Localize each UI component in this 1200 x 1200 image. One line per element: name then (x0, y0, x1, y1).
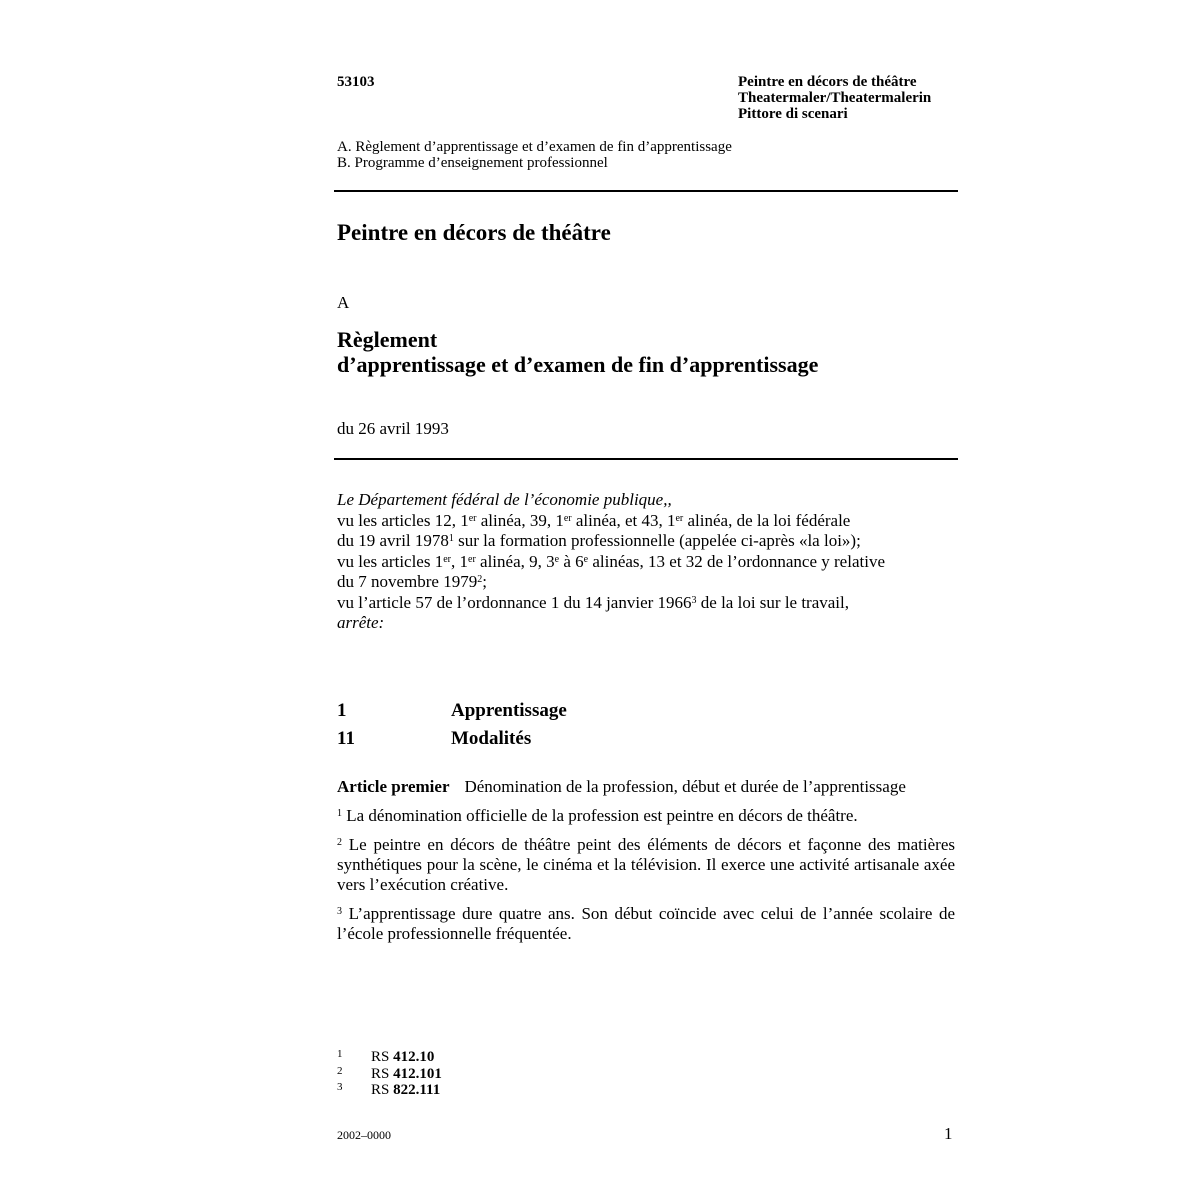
preamble (337, 490, 957, 634)
footnote: 2 RS 412.101 (337, 1065, 442, 1082)
authority: Le Département fédéral de l’économie publique,, (337, 490, 672, 509)
footnote-ref: 3 (691, 594, 697, 606)
preamble-line: vu les articles 1er, 1er alinéa, 9, 3e à 6e alinéas, 13 et 32 de l’ordonnance y relative (337, 551, 885, 571)
page-title: Peintre en décors de théâtre (337, 220, 611, 245)
footnote-ref: 1 (448, 533, 454, 544)
preamble-line: vu les articles 12, 1er alinéa, 39, 1er alinéa, et 43, 1er alinéa, de la loi fédérale (337, 510, 851, 530)
title-it: Pittore di scenari (738, 106, 848, 122)
article-heading (337, 777, 906, 797)
footnote: 3 RS 822.111 (337, 1081, 441, 1098)
divider (334, 458, 958, 460)
footnote: 1 RS 412.10 (337, 1048, 435, 1065)
title-de: Theatermaler/Theatermalerin (738, 90, 932, 106)
article-title: Dénomination de la profession, début et durée de l’apprentissage (464, 777, 906, 796)
profession-titles (738, 74, 931, 122)
preamble-line: du 7 novembre 1979$^2$; (337, 572, 487, 591)
contents-list (337, 139, 732, 171)
paragraph: $^2$ Le peintre en décors de théâtre peint des éléments de décors et façonne des matières synthétiques pour la scène, le cinéma et la télévision. Il exerce une activité artisanale axée vers l’exécution créative. (337, 835, 955, 894)
regulation-title-line: Règlement (337, 327, 438, 352)
preamble-line: vu l’article 57 de l’ordonnance 1 du 14 janvier 1966$^3$ de la loi sur le travail, (337, 592, 850, 612)
preamble-line: du 19 avril 1978$^1$ sur la formation professionnelle (appelée ci-après «la loi»); (337, 531, 861, 550)
regulation-title (337, 327, 818, 377)
title-fr: Peintre en décors de théâtre (738, 74, 917, 90)
section-number: 11 (337, 728, 355, 749)
divider (334, 190, 958, 192)
decree: arrête: (337, 613, 385, 632)
document-code: 53103 (337, 74, 375, 90)
contents-item: A. Règlement d’apprentissage et d’examen de fin d’apprentissage (337, 139, 732, 155)
page-number: 1 (944, 1124, 953, 1143)
regulation-date: du 26 avril 1993 (337, 419, 449, 438)
section-number: 1 (337, 700, 347, 721)
contents-item: B. Programme d’enseignement professionnel (337, 155, 608, 171)
article-label: Article premier (337, 777, 450, 796)
doc-number: 2002–0000 (337, 1128, 391, 1142)
part-letter: A (337, 293, 350, 312)
section-title: Modalités (451, 728, 532, 749)
paragraph: $^1$ La dénomination officielle de la profession est peintre en décors de théâtre. (337, 806, 858, 825)
footnote-ref: 2 (477, 574, 483, 585)
regulation-title-line: d’apprentissage et d’examen de fin d’apprentissage (337, 352, 819, 377)
paragraph: $^3$ L’apprentissage dure quatre ans. Son début coïncide avec celui de l’année scolaire de l’école professionnelle fréquentée. (337, 904, 955, 943)
section-title: Apprentissage (451, 700, 567, 721)
